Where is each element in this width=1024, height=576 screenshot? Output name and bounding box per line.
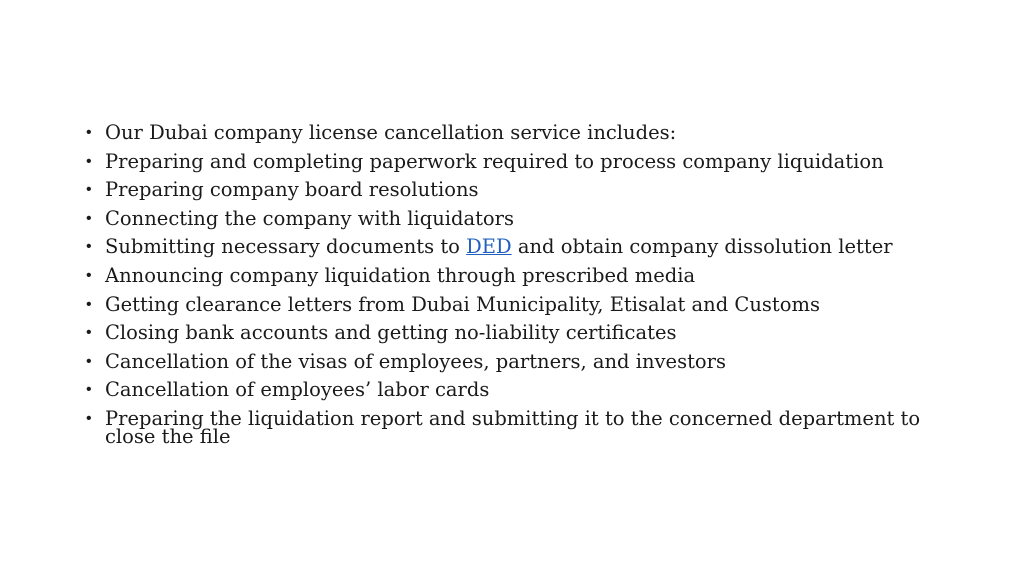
bullet-item-visa-cancellation [86,349,956,373]
bullet-text: Preparing company board resolutions [105,178,479,202]
bullet-item-bank-accounts [86,321,956,345]
bullet-item-labor-cards [86,378,956,402]
bullet-icon: • [86,181,92,199]
bullet-text: Closing bank accounts and getting no-liability certificates [105,321,677,345]
bullet-icon: • [86,409,92,427]
ded-link[interactable]: DED [466,235,512,259]
bullet-item-liquidation-report [86,406,956,449]
bullet-text-before: Submitting necessary documents to [105,235,467,259]
bullet-item-service-intro [86,121,956,144]
bullet-item-clearance-letters [86,292,956,316]
bullet-text: Our Dubai company license cancellation service includes: [105,121,677,144]
bullet-text: Cancellation of employees’ labor cards [105,378,490,402]
bullet-icon: • [86,238,92,256]
bullet-icon: • [86,295,92,313]
bullet-icon: • [86,152,92,170]
bullet-item-liquidators [86,206,956,230]
bullet-icon: • [86,124,92,141]
bullet-text: Announcing company liquidation through prescribed media [105,263,696,287]
bullet-item-paperwork [86,149,956,173]
bullet-icon: • [86,209,92,227]
bullet-icon: • [86,381,92,399]
bullet-text: Preparing and completing paperwork required to process company liquidation [105,149,884,173]
bullet-item-board-resolutions [86,178,956,202]
bullet-text: Preparing the liquidation report and submitting it to the concerned department to close the file [105,406,921,449]
bullet-item-announcing [86,263,956,287]
bullet-list [86,121,956,457]
bullet-text: Cancellation of the visas of employees, partners, and investors [105,349,726,373]
bullet-item-ded-submission [86,235,956,259]
bullet-icon: • [86,324,92,342]
bullet-icon: • [86,352,92,370]
bullet-text: Connecting the company with liquidators [105,206,515,230]
bullet-icon: • [86,266,92,284]
bullet-text-after: and obtain company dissolution letter [511,235,893,259]
bullet-text: Getting clearance letters from Dubai Municipality, Etisalat and Customs [105,292,820,316]
